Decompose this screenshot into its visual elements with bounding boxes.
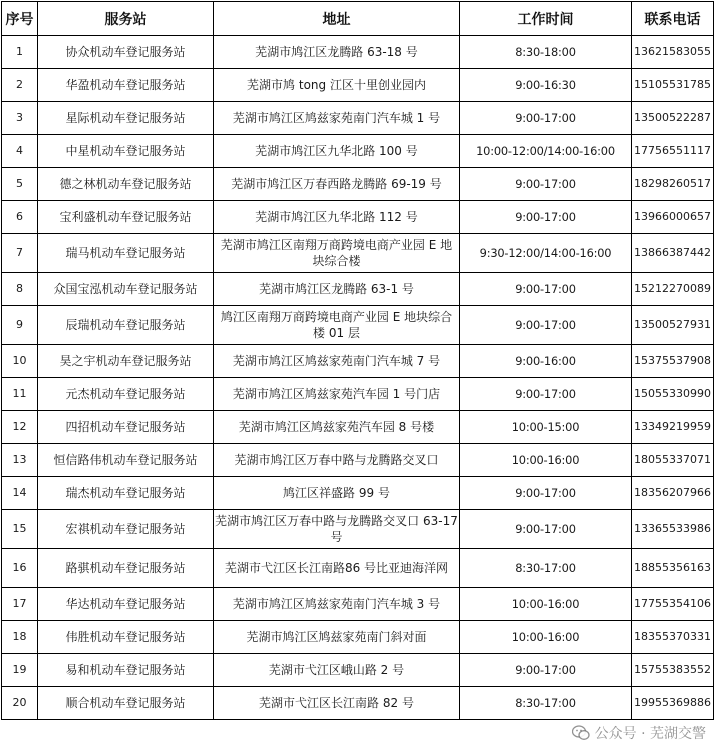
cell-phone: 15375537908 — [632, 345, 714, 378]
cell-address: 芜湖市鸠江区南翔万商跨境电商产业园 E 地块综合楼 — [214, 234, 460, 273]
cell-station-name: 瑞杰机动车登记服务站 — [38, 477, 214, 510]
cell-hours: 9:00-17:00 — [460, 102, 632, 135]
table-row — [2, 510, 714, 549]
cell-phone: 13349219959 — [632, 411, 714, 444]
cell-phone: 13365533986 — [632, 510, 714, 549]
cell-station-name: 昊之宇机动车登记服务站 — [38, 345, 214, 378]
cell-address: 芜湖市鸠江区鸠兹家苑汽车园 8 号楼 — [214, 411, 460, 444]
cell-hours: 10:00-15:00 — [460, 411, 632, 444]
cell-station-name: 德之林机动车登记服务站 — [38, 168, 214, 201]
cell-station-name: 中星机动车登记服务站 — [38, 135, 214, 168]
cell-hours: 10:00-16:00 — [460, 588, 632, 621]
cell-address: 鸠江区祥盛路 99 号 — [214, 477, 460, 510]
cell-station-name: 宝利盛机动车登记服务站 — [38, 201, 214, 234]
cell-no: 1 — [2, 36, 38, 69]
cell-phone: 13621583055 — [632, 36, 714, 69]
cell-no: 7 — [2, 234, 38, 273]
cell-no: 16 — [2, 549, 38, 588]
table-row — [2, 444, 714, 477]
cell-hours: 10:00-12:00/14:00-16:00 — [460, 135, 632, 168]
cell-address: 芜湖市鸠江区鸠兹家苑南门斜对面 — [214, 621, 460, 654]
cell-station-name: 顺合机动车登记服务站 — [38, 687, 214, 720]
header-phone: 联系电话 — [632, 2, 714, 36]
cell-hours: 9:00-16:00 — [460, 345, 632, 378]
cell-phone: 17756551117 — [632, 135, 714, 168]
table-row — [2, 102, 714, 135]
cell-phone: 17755354106 — [632, 588, 714, 621]
cell-no: 2 — [2, 69, 38, 102]
cell-address: 芜湖市鸠江区龙腾路 63-1 号 — [214, 273, 460, 306]
cell-station-name: 易和机动车登记服务站 — [38, 654, 214, 687]
cell-address: 芜湖市鸠江区万春中路与龙腾路交叉口 63-17 号 — [214, 510, 460, 549]
cell-station-name: 辰瑞机动车登记服务站 — [38, 306, 214, 345]
cell-hours: 9:00-17:00 — [460, 273, 632, 306]
cell-address: 芜湖市鸠江区九华北路 112 号 — [214, 201, 460, 234]
table-row — [2, 36, 714, 69]
cell-address: 芜湖市鸠江区鸠兹家苑南门汽车城 3 号 — [214, 588, 460, 621]
cell-station-name: 路骐机动车登记服务站 — [38, 549, 214, 588]
cell-hours: 9:30-12:00/14:00-16:00 — [460, 234, 632, 273]
cell-no: 8 — [2, 273, 38, 306]
cell-phone: 18356207966 — [632, 477, 714, 510]
cell-station-name: 四招机动车登记服务站 — [38, 411, 214, 444]
cell-no: 14 — [2, 477, 38, 510]
cell-hours: 8:30-18:00 — [460, 36, 632, 69]
cell-hours: 9:00-17:00 — [460, 168, 632, 201]
cell-address: 芜湖市弋江区峨山路 2 号 — [214, 654, 460, 687]
cell-address: 芜湖市鸠江区万春西路龙腾路 69-19 号 — [214, 168, 460, 201]
cell-station-name: 华达机动车登记服务站 — [38, 588, 214, 621]
table-row — [2, 588, 714, 621]
cell-hours: 9:00-17:00 — [460, 477, 632, 510]
table-row — [2, 306, 714, 345]
cell-hours: 9:00-17:00 — [460, 654, 632, 687]
header-hours: 工作时间 — [460, 2, 632, 36]
cell-hours: 9:00-17:00 — [460, 201, 632, 234]
cell-hours: 10:00-16:00 — [460, 444, 632, 477]
table-row — [2, 549, 714, 588]
header-station: 服务站 — [38, 2, 214, 36]
cell-station-name: 宏祺机动车登记服务站 — [38, 510, 214, 549]
cell-hours: 10:00-16:00 — [460, 621, 632, 654]
table-row — [2, 273, 714, 306]
table-row — [2, 477, 714, 510]
cell-phone: 15055330990 — [632, 378, 714, 411]
cell-station-name: 元杰机动车登记服务站 — [38, 378, 214, 411]
cell-no: 5 — [2, 168, 38, 201]
cell-address: 芜湖市鸠江区鸠兹家苑南门汽车城 1 号 — [214, 102, 460, 135]
cell-no: 12 — [2, 411, 38, 444]
cell-phone: 19955369886 — [632, 687, 714, 720]
cell-phone: 15212270089 — [632, 273, 714, 306]
header-address: 地址 — [214, 2, 460, 36]
table-row — [2, 687, 714, 720]
cell-hours: 8:30-17:00 — [460, 687, 632, 720]
cell-station-name: 星际机动车登记服务站 — [38, 102, 214, 135]
cell-no: 17 — [2, 588, 38, 621]
cell-hours: 8:30-17:00 — [460, 549, 632, 588]
cell-station-name: 瑞马机动车登记服务站 — [38, 234, 214, 273]
cell-no: 13 — [2, 444, 38, 477]
table-row — [2, 411, 714, 444]
table-body — [2, 36, 714, 720]
cell-hours: 9:00-17:00 — [460, 378, 632, 411]
cell-address: 芜湖市鸠江区龙腾路 63-18 号 — [214, 36, 460, 69]
cell-no: 20 — [2, 687, 38, 720]
wechat-icon — [572, 725, 590, 741]
table-row — [2, 345, 714, 378]
cell-phone: 15755383552 — [632, 654, 714, 687]
cell-station-name: 华盈机动车登记服务站 — [38, 69, 214, 102]
cell-phone: 18055337071 — [632, 444, 714, 477]
table-row — [2, 234, 714, 273]
cell-address: 芜湖市鸠江区万春中路与龙腾路交叉口 — [214, 444, 460, 477]
cell-station-name: 众国宝泓机动车登记服务站 — [38, 273, 214, 306]
cell-no: 6 — [2, 201, 38, 234]
table-row — [2, 201, 714, 234]
cell-phone: 18298260517 — [632, 168, 714, 201]
cell-no: 18 — [2, 621, 38, 654]
cell-phone: 13500522287 — [632, 102, 714, 135]
cell-station-name: 伟胜机动车登记服务站 — [38, 621, 214, 654]
cell-address: 鸠江区南翔万商跨境电商产业园 E 地块综合楼 01 层 — [214, 306, 460, 345]
cell-no: 15 — [2, 510, 38, 549]
cell-no: 19 — [2, 654, 38, 687]
cell-phone: 18855356163 — [632, 549, 714, 588]
table-row — [2, 69, 714, 102]
cell-hours: 9:00-17:00 — [460, 306, 632, 345]
watermark — [569, 722, 709, 744]
service-station-table — [1, 1, 714, 720]
cell-phone: 15105531785 — [632, 69, 714, 102]
cell-address: 芜湖市鸠江区鸠兹家苑汽车园 1 号门店 — [214, 378, 460, 411]
cell-address: 芜湖市鸠 tong 江区十里创业园内 — [214, 69, 460, 102]
cell-phone: 18355370331 — [632, 621, 714, 654]
cell-station-name: 恒信路伟机动车登记服务站 — [38, 444, 214, 477]
header-row — [2, 2, 714, 36]
watermark-text: 公众号 · 芜湖交警 — [594, 726, 706, 742]
table-row — [2, 135, 714, 168]
cell-hours: 9:00-17:00 — [460, 510, 632, 549]
cell-no: 10 — [2, 345, 38, 378]
table-row — [2, 378, 714, 411]
header-no: 序号 — [2, 2, 38, 36]
table-row — [2, 168, 714, 201]
cell-address: 芜湖市鸠江区九华北路 100 号 — [214, 135, 460, 168]
cell-phone: 13866387442 — [632, 234, 714, 273]
cell-phone: 13500527931 — [632, 306, 714, 345]
cell-phone: 13966000657 — [632, 201, 714, 234]
cell-station-name: 协众机动车登记服务站 — [38, 36, 214, 69]
cell-no: 9 — [2, 306, 38, 345]
cell-hours: 9:00-16:30 — [460, 69, 632, 102]
table-row — [2, 654, 714, 687]
cell-address: 芜湖市弋江区长江南路86 号比亚迪海洋网 — [214, 549, 460, 588]
cell-no: 11 — [2, 378, 38, 411]
table-row — [2, 621, 714, 654]
cell-no: 4 — [2, 135, 38, 168]
cell-address: 芜湖市鸠江区鸠兹家苑南门汽车城 7 号 — [214, 345, 460, 378]
cell-address: 芜湖市弋江区长江南路 82 号 — [214, 687, 460, 720]
cell-no: 3 — [2, 102, 38, 135]
